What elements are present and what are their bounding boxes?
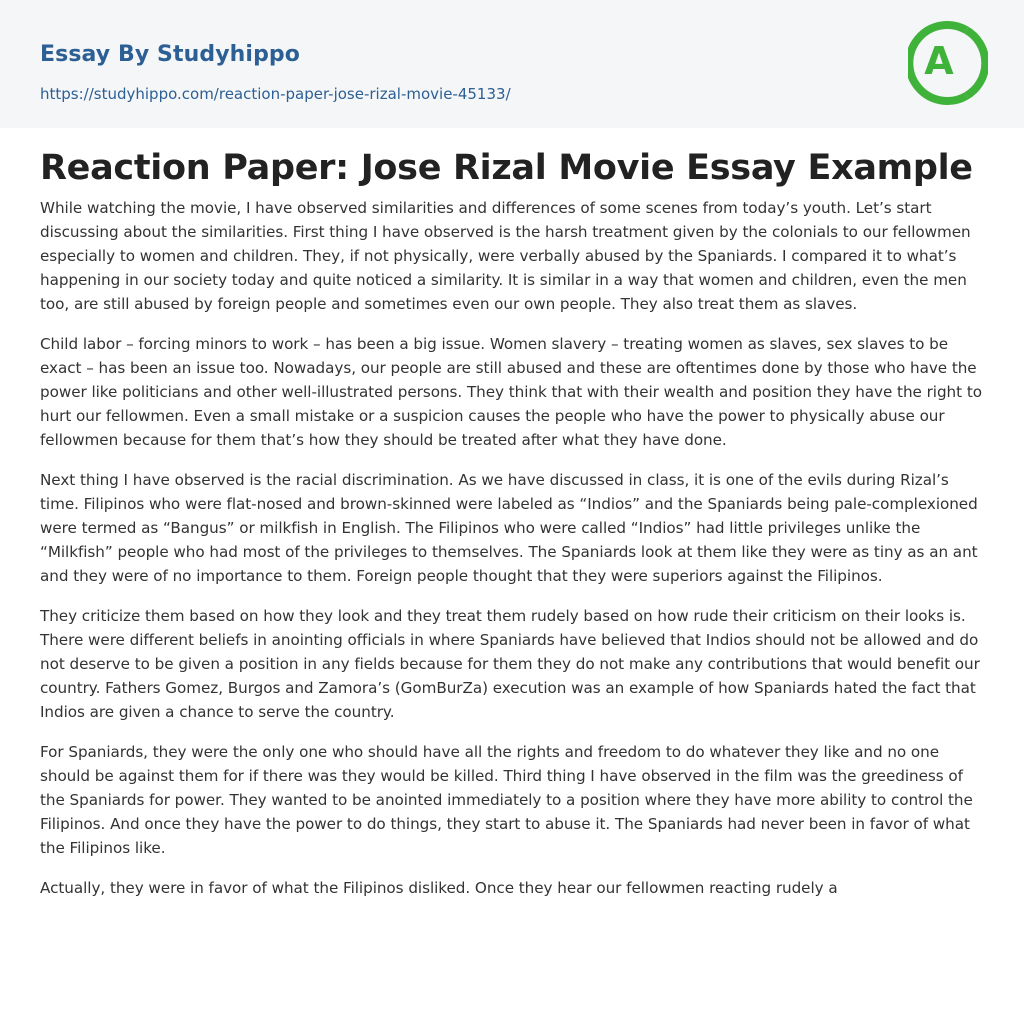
site-header	[0, 0, 1024, 128]
studyhippo-logo-icon[interactable]	[908, 17, 988, 107]
article-body	[40, 196, 985, 916]
paragraph: Next thing I have observed is the racial discrimination. As we have discussed in class, it is one of the evils during Rizal’s time. Filipinos who were flat-nosed and brown-skinned were labeled as “Indios” and the Spaniards being pale-complexioned were termed as “Bangus” or milkfish in English. The Filipinos who were called “Indios” had little privileges unlike the “Milkfish” people who had most of the privileges to themselves. The Spaniards look at them like they were as tiny as an ant and they were of no importance to them. Foreign people thought that they were superiors against the Filipinos.	[40, 471, 978, 585]
paragraph: Actually, they were in favor of what the Filipinos disliked. Once they hear our fellowmen reacting rudely a	[40, 879, 838, 897]
paragraph: While watching the movie, I have observed similarities and differences of some scenes from today’s youth. Let’s start discussing about the similarities. First thing I have observed is the harsh treatment given by the colonials to our fellowmen especially to women and children. They, if not physically, were verbally abused by the Spaniards. I compared it to what’s happening in our society today and quite noticed a similarity. It is similar in a way that women and children, even the men too, are still abused by foreign people and sometimes even our own people. They also treat them as slaves.	[40, 199, 971, 313]
article-url-link[interactable]: https://studyhippo.com/reaction-paper-jose-rizal-movie-45133/	[40, 85, 511, 103]
paragraph: For Spaniards, they were the only one who should have all the rights and freedom to do whatever they like and no one should be against them for if there was they would be killed. Third thing I have observed in the film was the greediness of the Spaniards for power. They wanted to be anointed immediately to a position where they have more ability to control the Filipinos. And once they have the power to do things, they start to abuse it. The Spaniards had never been in favor of what the Filipinos like.	[40, 743, 973, 857]
page-title: Reaction Paper: Jose Rizal Movie Essay Example	[40, 148, 973, 188]
paragraph: They criticize them based on how they look and they treat them rudely based on how rude their criticism on their looks is. There were different beliefs in anointing officials in where Spaniards have believed that Indios should not be allowed and do not deserve to be given a position in any fields because for them they do not make any contributions that would benefit our country. Fathers Gomez, Burgos and Zamora’s (GomBurZa) execution was an example of how Spaniards hated the fact that Indios are given a chance to serve the country.	[40, 607, 980, 721]
site-title[interactable]: Essay By Studyhippo	[40, 42, 300, 67]
logo-letter: A	[924, 39, 954, 83]
paragraph: Child labor – forcing minors to work – has been a big issue. Women slavery – treating women as slaves, sex slaves to be exact – has been an issue too. Nowadays, our people are still abused and these are oftentimes done by those who have the power like politicians and other well-illustrated persons. They think that with their wealth and position they have the right to hurt our fellowmen. Even a small mistake or a suspicion causes the people who have the power to physically abuse our fellowmen because for them that’s how they should be treated after what they have done.	[40, 335, 982, 449]
